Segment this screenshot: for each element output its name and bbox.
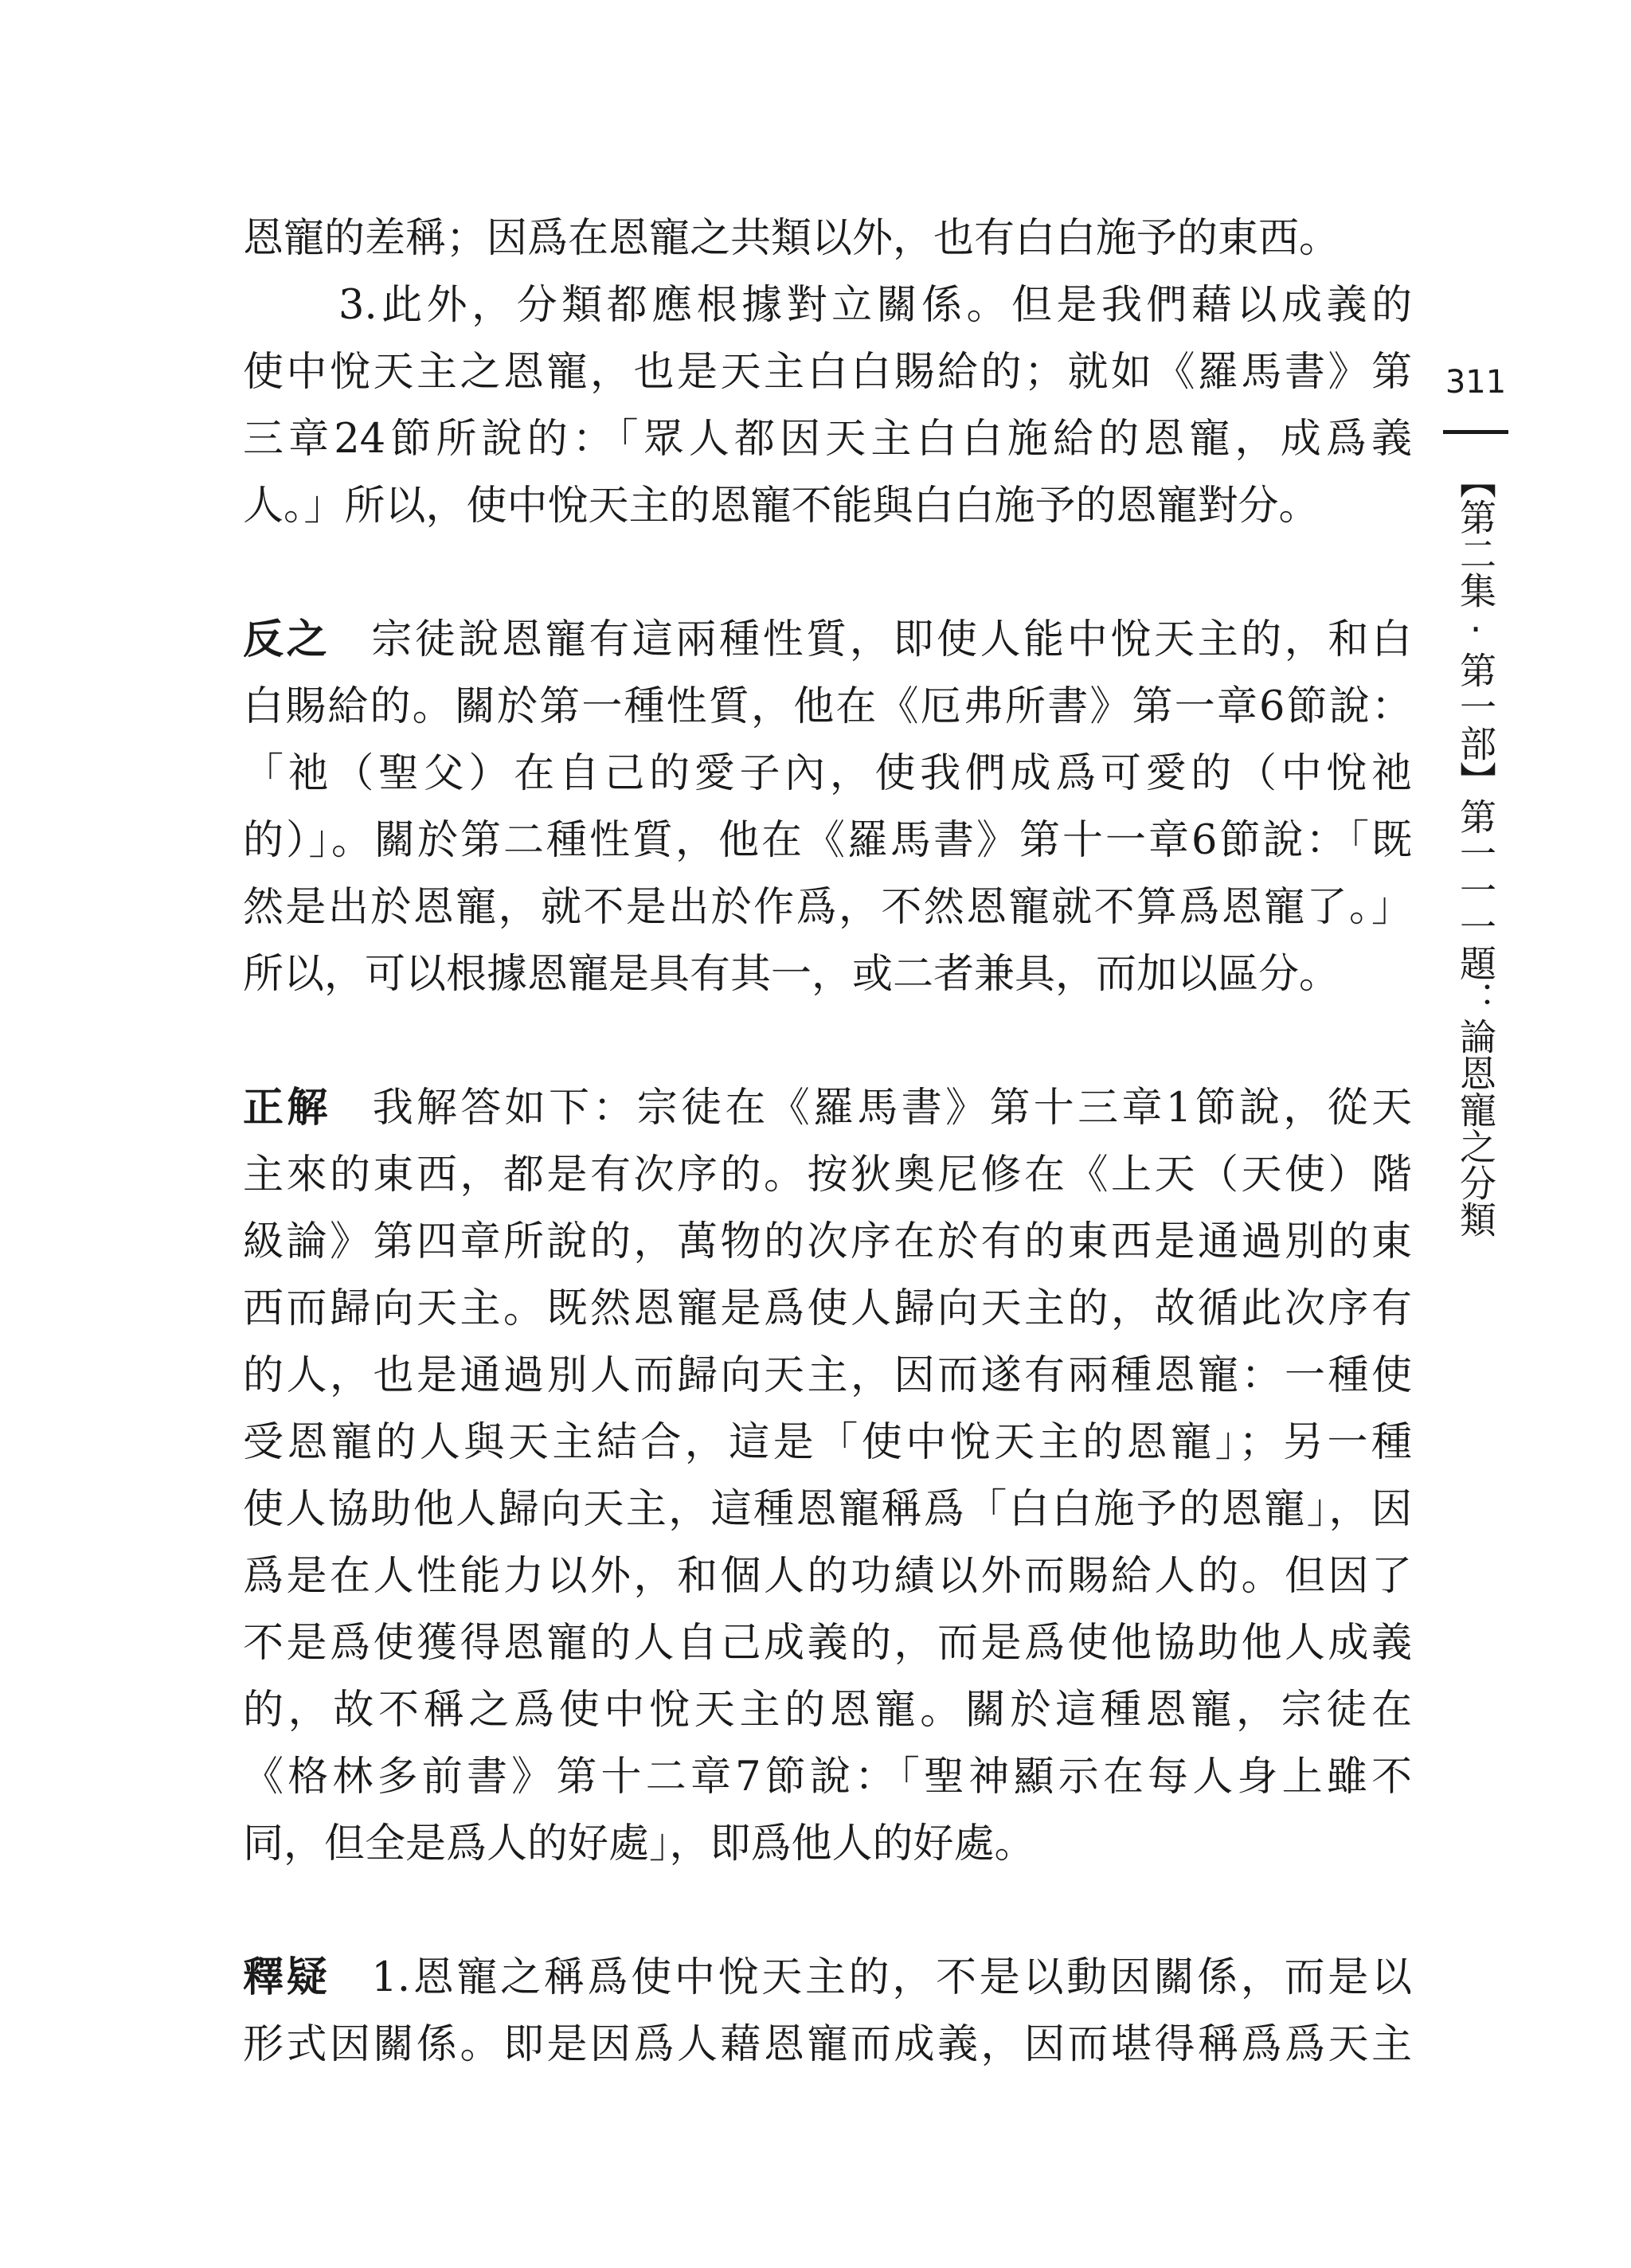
text-line: 白賜給的。關於第一種性質，他在《厄弗所書》第一章6節說：	[243, 683, 1412, 730]
text-line: 所以，可以根據恩寵是具有其一，或二者兼具，而加以區分。	[243, 951, 1340, 998]
text-line: 人。」所以，使中悅天主的恩寵不能與白白施予的恩寵對分。	[243, 483, 1320, 530]
text-line: 爲是在人性能力以外，和個人的功績以外而賜給人的。但因了	[243, 1553, 1412, 1600]
text-line: 使中悅天主之恩寵，也是天主白白賜給的；就如《羅馬書》第	[243, 349, 1412, 396]
section-term: 反之	[243, 616, 331, 663]
text-line: 釋疑 1.恩寵之稱爲使中悅天主的，不是以動因關係，而是以	[243, 1954, 1412, 2001]
paragraph-on-the-contrary	[243, 607, 1412, 1008]
text-line: 「祂（聖父）在自己的愛子內，使我們成爲可愛的（中悅祂	[243, 750, 1412, 797]
section-term: 正解	[243, 1085, 331, 1132]
text-line: 正解 我解答如下：宗徒在《羅馬書》第十三章1節說，從天	[243, 1085, 1412, 1132]
paragraph-replies	[243, 1945, 1412, 2078]
section-term: 釋疑	[243, 1954, 331, 2001]
body-text	[243, 205, 1412, 2078]
text-line: 三章24節所說的：「眾人都因天主白白施給的恩寵，成爲義	[243, 416, 1412, 463]
page-number: 311	[1445, 364, 1507, 401]
paragraph-gap	[243, 1878, 1412, 1945]
text-line: 然是出於恩寵，就不是出於作爲，不然恩寵就不算爲恩寵了。」	[243, 884, 1412, 931]
text-line: 形式因關係。即是因爲人藉恩寵而成義，因而堪得稱爲爲天主	[243, 2021, 1412, 2068]
text-line: 西而歸向天主。既然恩寵是爲使人歸向天主的，故循此次序有	[243, 1285, 1412, 1332]
paragraph-continuation	[243, 205, 1412, 272]
paragraph-answer	[243, 1075, 1412, 1878]
text-line: 不是爲使獲得恩寵的人自己成義的，而是爲使他協助他人成義	[243, 1620, 1412, 1667]
text-line: 使人協助他人歸向天主，這種恩寵稱爲「白白施予的恩寵」，因	[243, 1486, 1412, 1533]
text-line: 恩寵的差稱；因爲在恩寵之共類以外，也有白白施予的東西。	[243, 215, 1340, 262]
text-line: 同，但全是爲人的好處」，即爲他人的好處。	[243, 1820, 1035, 1867]
text-line: 反之 宗徒說恩寵有這兩種性質，即使人能中悅天主的，和白	[243, 616, 1412, 663]
text-line: 《格林多前書》第十二章7節說：「聖神顯示在每人身上雖不	[243, 1754, 1412, 1801]
running-header: 【第二集‧第一部】第一一一題：論恩寵之分類	[1454, 462, 1497, 1238]
text-line: 的，故不稱之爲使中悅天主的恩寵。關於這種恩寵，宗徒在	[243, 1687, 1412, 1734]
text-line: 的人，也是通過別人而歸向天主，因而遂有兩種恩寵：一種使	[243, 1352, 1412, 1399]
text-line: 主來的東西，都是有次序的。按狄奧尼修在《上天（天使）階	[243, 1152, 1412, 1199]
paragraph-gap	[243, 540, 1412, 607]
text-line: 3.此外，分類都應根據對立關係。但是我們藉以成義的	[338, 282, 1412, 329]
header-rule	[1443, 430, 1508, 434]
paragraph-objection-3	[243, 272, 1412, 540]
text-line: 受恩寵的人與天主結合，這是「使中悅天主的恩寵」；另一種	[243, 1419, 1412, 1466]
text-line: 的）」。關於第二種性質，他在《羅馬書》第十一章6節說：「既	[243, 817, 1412, 864]
text-line: 級論》第四章所說的，萬物的次序在於有的東西是通過別的東	[243, 1218, 1412, 1265]
paragraph-gap	[243, 1008, 1412, 1075]
